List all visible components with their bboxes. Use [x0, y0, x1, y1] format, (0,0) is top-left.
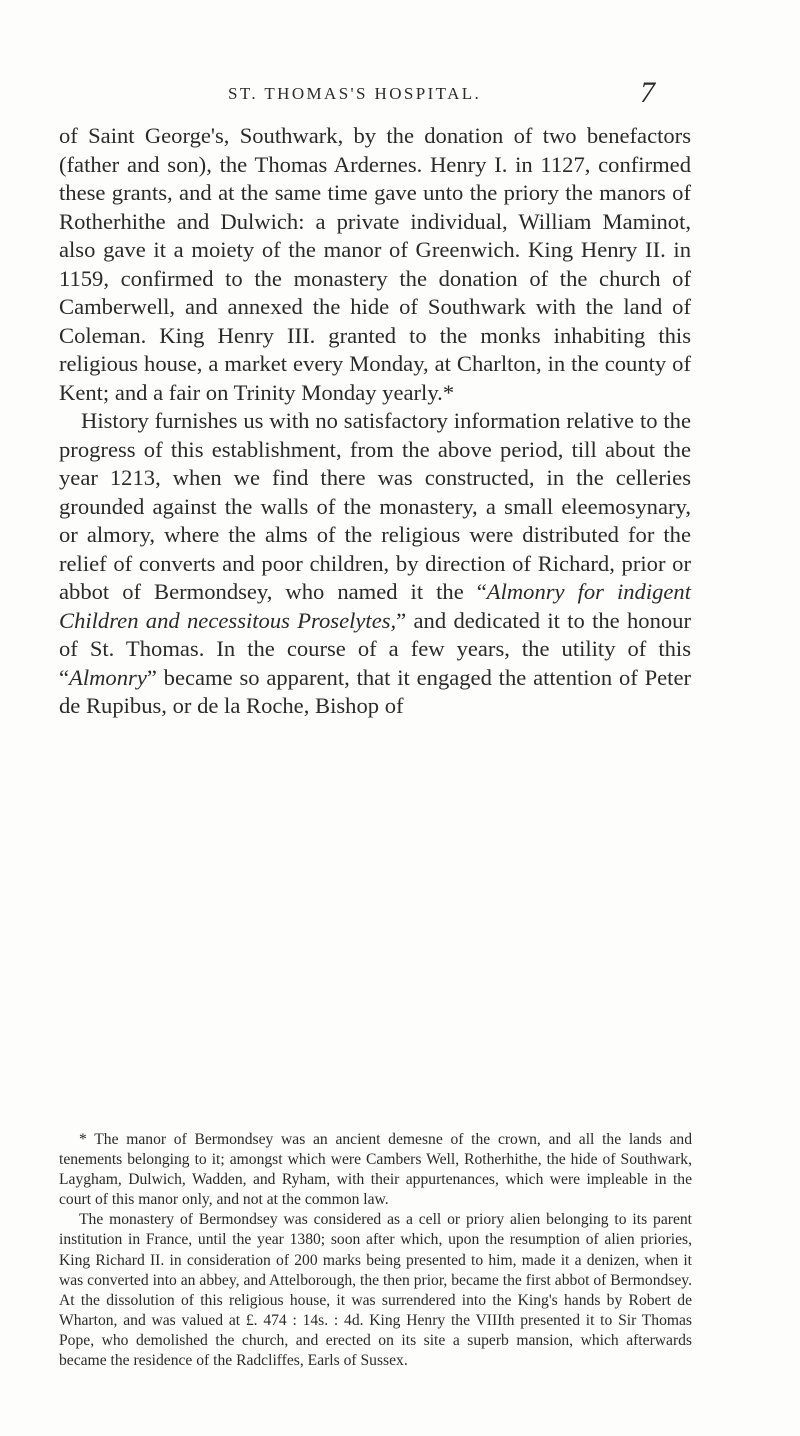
footnote-monastery [59, 1210, 692, 1371]
footnote-mark: * [79, 1131, 87, 1148]
almonry-word: Almonry [69, 664, 147, 690]
page-number: 7 [640, 76, 655, 109]
paragraph-text: History furnishes us with no satisfactory information relative to the progress of this establishment, from the above period, till about the year 1213, when we find there was constructed, in the celleries grounded against the walls of the monastery, a small eleemosynary, or almory, where the alms of the religious were distributed for the relief of converts and poor children, by direction of Richard, prior or abbot of Bermondsey, who named it the “ [59, 408, 691, 604]
paragraph-text: ” became so apparent, that it engaged the attention of Peter de Rupibus, or de la Roche, Bishop of [59, 664, 691, 718]
running-title: ST. THOMAS'S HOSPITAL. [228, 84, 482, 103]
paragraph-priory-grants [59, 122, 691, 407]
paragraph-text: ” and dedicated it to the honour of St. Thomas. In the course of a few years, the utility of this “ [59, 607, 691, 690]
footnote-reference: * [442, 379, 455, 405]
footnote-text: The monastery of Bermondsey was considered as a cell or priory alien belonging to its parent institution in France, until the year 1380; soon after which, upon the resumption of alien priories, King Richard II. in consideration of 200 marks being presented to him, made it a denizen, when it was converted into an abbey, and Attelborough, the then prior, became the first abbot of Bermondsey. At the dissolution of this religious house, it was surrendered into the King's hands by Robert de Wharton, and was valued at [59, 1211, 692, 1329]
paragraph-almonry [59, 407, 691, 721]
paragraph-text: of Saint George's, Southwark, by the donation of two benefactors (father and son), the Thomas Ardernes. Henry I. in 1127, confirmed these grants, and at the same time gave unto the priory the manors of Rotherhithe and Dulwich: a private individual, William Maminot, also gave it a moiety of the manor of Greenwich. King Henry II. in 1159, confirmed to the monastery the donation of the church of Camberwell, and annexed the hide of Southwark with the land of Coleman. King Henry III. granted to the monks inhabiting this religious house, a market every Monday, at Charlton, in the county of Kent; and a fair on Trinity Monday yearly. [59, 123, 691, 405]
footnotes [59, 1130, 692, 1371]
footnote-manor [59, 1130, 692, 1210]
footnote-text: King Henry the VIIIth presented it to Sir Thomas Pope, who demolished the church, and erected on its site a superb mansion, which afterwards became the residence of the Radcliffes, Earls of Sussex. [59, 1311, 693, 1370]
running-head [0, 72, 800, 112]
almonry-title: Almonry for indigent Children and necessitous Proselytes, [59, 579, 691, 633]
footnote-text: The manor of Bermondsey was an ancient demesne of the crown, and all the lands and tenements belonging to it; amongst which were Cambers Well, Rotherhithe, the hide of Southwark, Laygham, Dulwich, Wadden, and Ryham, with their appurtenances, which were impleable in the court of this manor only, and not at the common law. [59, 1131, 693, 1209]
valuation-amount: £. 474 : 14s. : 4d. [245, 1311, 364, 1329]
main-text [59, 122, 691, 721]
